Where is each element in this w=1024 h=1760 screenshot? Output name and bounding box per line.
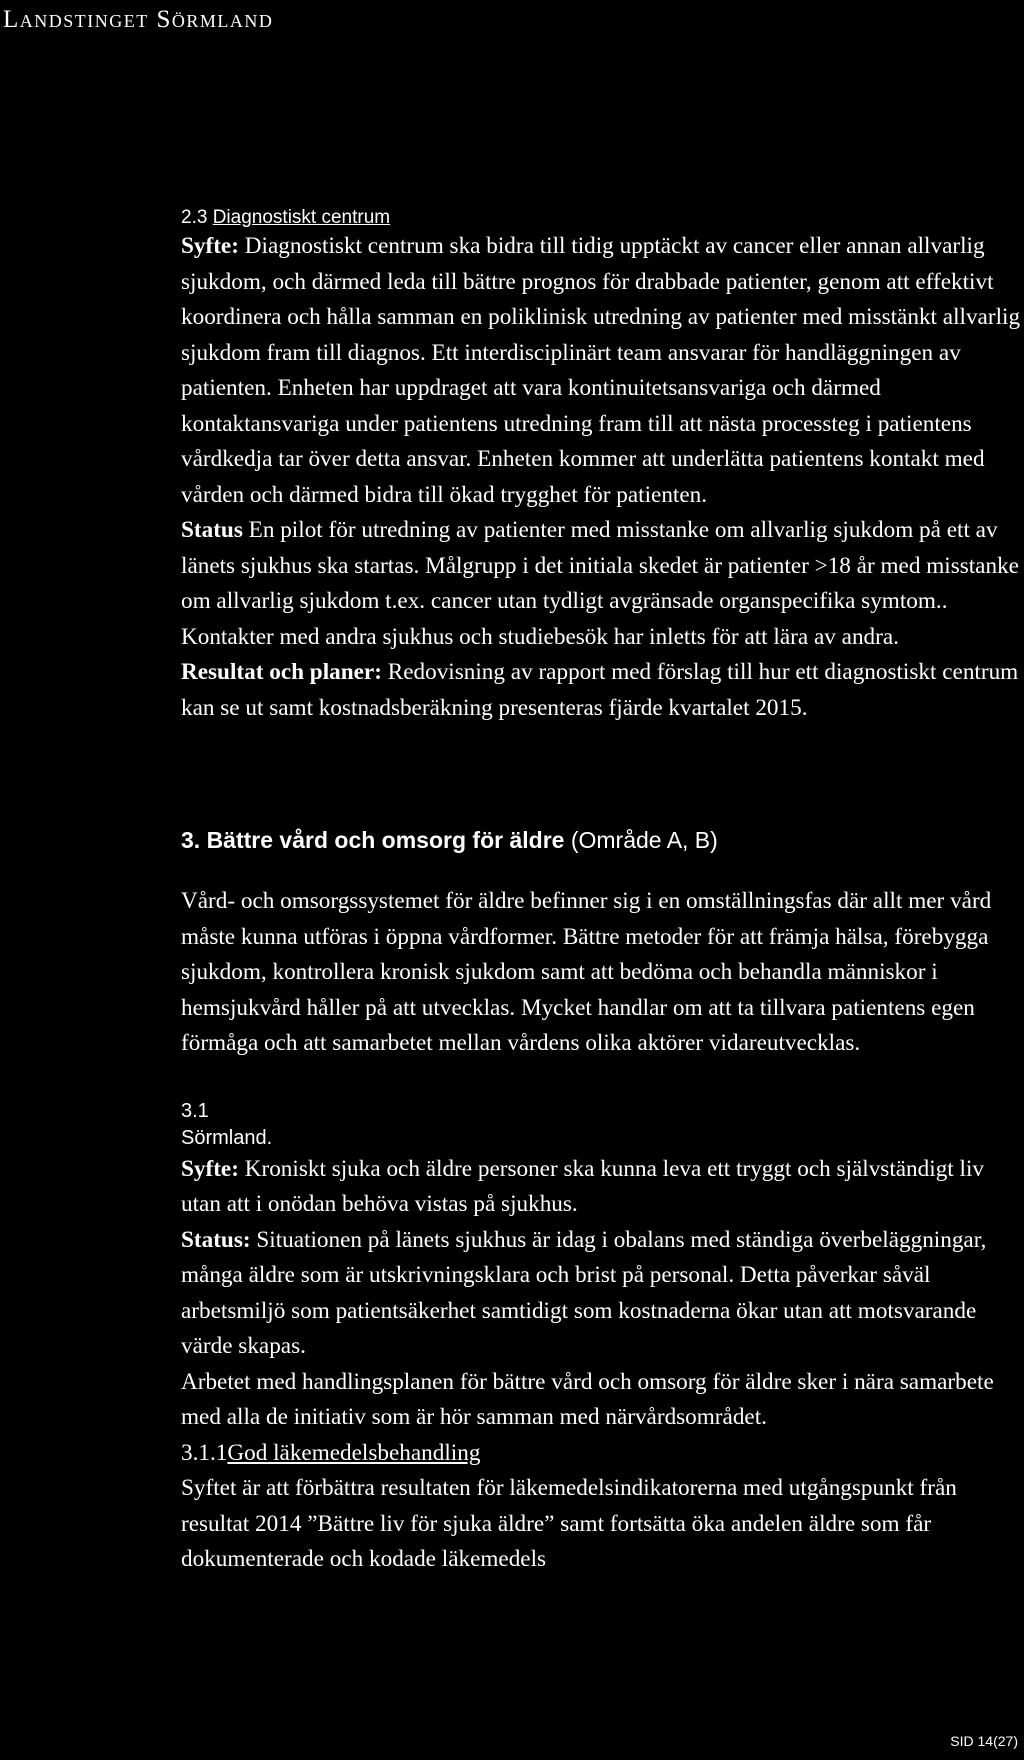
section-2-3-resultat: [181, 655, 1024, 726]
section-3-intro: Vård- och omsorgssystemet för äldre befinner sig i en omställningsfas där allt mer vård måste kunna utföras i öppna vårdformer. Bättre metoder för att främja hälsa, förebygga sjukdom, kontrollera kronisk sjukdom samt att bedöma och behandla människor i hemsjukvård håller på att utvecklas. Mycket handlar om att ta tillvara patientens egen förmåga och att samarbetet mellan vårdens olika aktörer vidareutvecklas.: [181, 888, 992, 1056]
document-body: [181, 206, 1024, 1578]
section-2-3-heading: [181, 206, 1024, 229]
section-number: 3.1.1: [181, 1439, 228, 1466]
status-text: Situationen på länets sjukhus är idag i obalans med ständiga överbeläggningar, många äldre som är utskrivningsklara och brist på personal. Detta påverkar såväl arbetsmiljö som patientsäkerhet samtidigt som kostnaderna ökar utan att motsvarande värde skapas.: [181, 1226, 987, 1359]
section-2-3-syfte: [181, 229, 1024, 513]
section-3-1-title: Sörmland.: [181, 1126, 273, 1149]
section-3-1-1-text: Syftet är att förbättra resultaten för läkemedelsindikatorerna med utgångspunkt från resultat 2014 ”Bättre liv för sjuka äldre” samt fortsätta öka andelen äldre som får dokumenterade och kodade läkemedels: [181, 1475, 957, 1572]
status-label: Status: [181, 517, 243, 543]
syfte-label: Syfte:: [181, 233, 239, 259]
page-number: SID 14(27): [950, 1733, 1018, 1749]
section-3-area: (Område A, B): [564, 827, 718, 853]
section-3-1-extra: Arbetet med handlingsplanen för bättre vård och omsorg för äldre sker i nära samarbete med alla de initiativ som är hör samman med närvårdsområdet.: [181, 1368, 994, 1430]
section-3-1-syfte: [181, 1152, 1024, 1223]
resultat-text: Redovisning av rapport med förslag till hur ett diagnostiskt centrum kan se ut samt kostnadsberäkning presenteras fjärde kvartalet 2015.: [181, 659, 1019, 721]
section-title: Diagnostiskt centrum: [212, 207, 391, 228]
section-3-1-1-heading: [181, 1436, 1024, 1472]
section-3-title: 3. Bättre vård och omsorg för äldre: [181, 827, 565, 853]
status-text: En pilot för utredning av patienter med misstanke om allvarlig sjukdom på ett av länets sjukhus ska startas. Målgrupp i det initiala skedet är patienter >18 år med misstanke om allvarlig sjukdom t.ex. cancer utan tydligt avgränsade organspecifika symtom.. Kontakter med andra sjukhus och studiebesök har inletts för att lära av andra.: [181, 517, 1019, 650]
organization-header: Landstinget Sörmland: [3, 6, 274, 33]
section-number: 2.3: [181, 207, 208, 228]
section-title: God läkemedelsbehandling: [227, 1439, 481, 1466]
syfte-text: Diagnostiskt centrum ska bidra till tidig upptäckt av cancer eller annan allvarlig sjukdom, och därmed leda till bättre prognos för drabbade patienter, genom att effektivt koordinera och hålla samman en poliklinisk utredning av patienter med misstänkt allvarlig sjukdom fram till diagnos. Ett interdisciplinärt team ansvarar för handläggningen av patienten. Enheten har uppdraget att vara kontinuitetsansvariga och därmed kontaktansvariga under patientens utredning fram till att nästa processteg i patientens vårdkedja tar över detta ansvar. Enheten kommer att underlätta patientens kontakt med vården och därmed bidra till ökad trygghet för patienten.: [181, 233, 1021, 508]
syfte-text: Kroniskt sjuka och äldre personer ska kunna leva ett tryggt och självständigt liv utan att i onödan behöva vistas på sjukhus.: [181, 1155, 984, 1217]
section-3-heading: [181, 826, 1024, 854]
section-2-3-status: [181, 513, 1024, 655]
resultat-label: Resultat och planer:: [181, 659, 382, 685]
status-label: Status:: [181, 1226, 251, 1253]
syfte-label: Syfte:: [181, 1155, 239, 1182]
section-3-1-number: 3.1: [181, 1099, 209, 1122]
section-3-1-status: [181, 1223, 1024, 1365]
